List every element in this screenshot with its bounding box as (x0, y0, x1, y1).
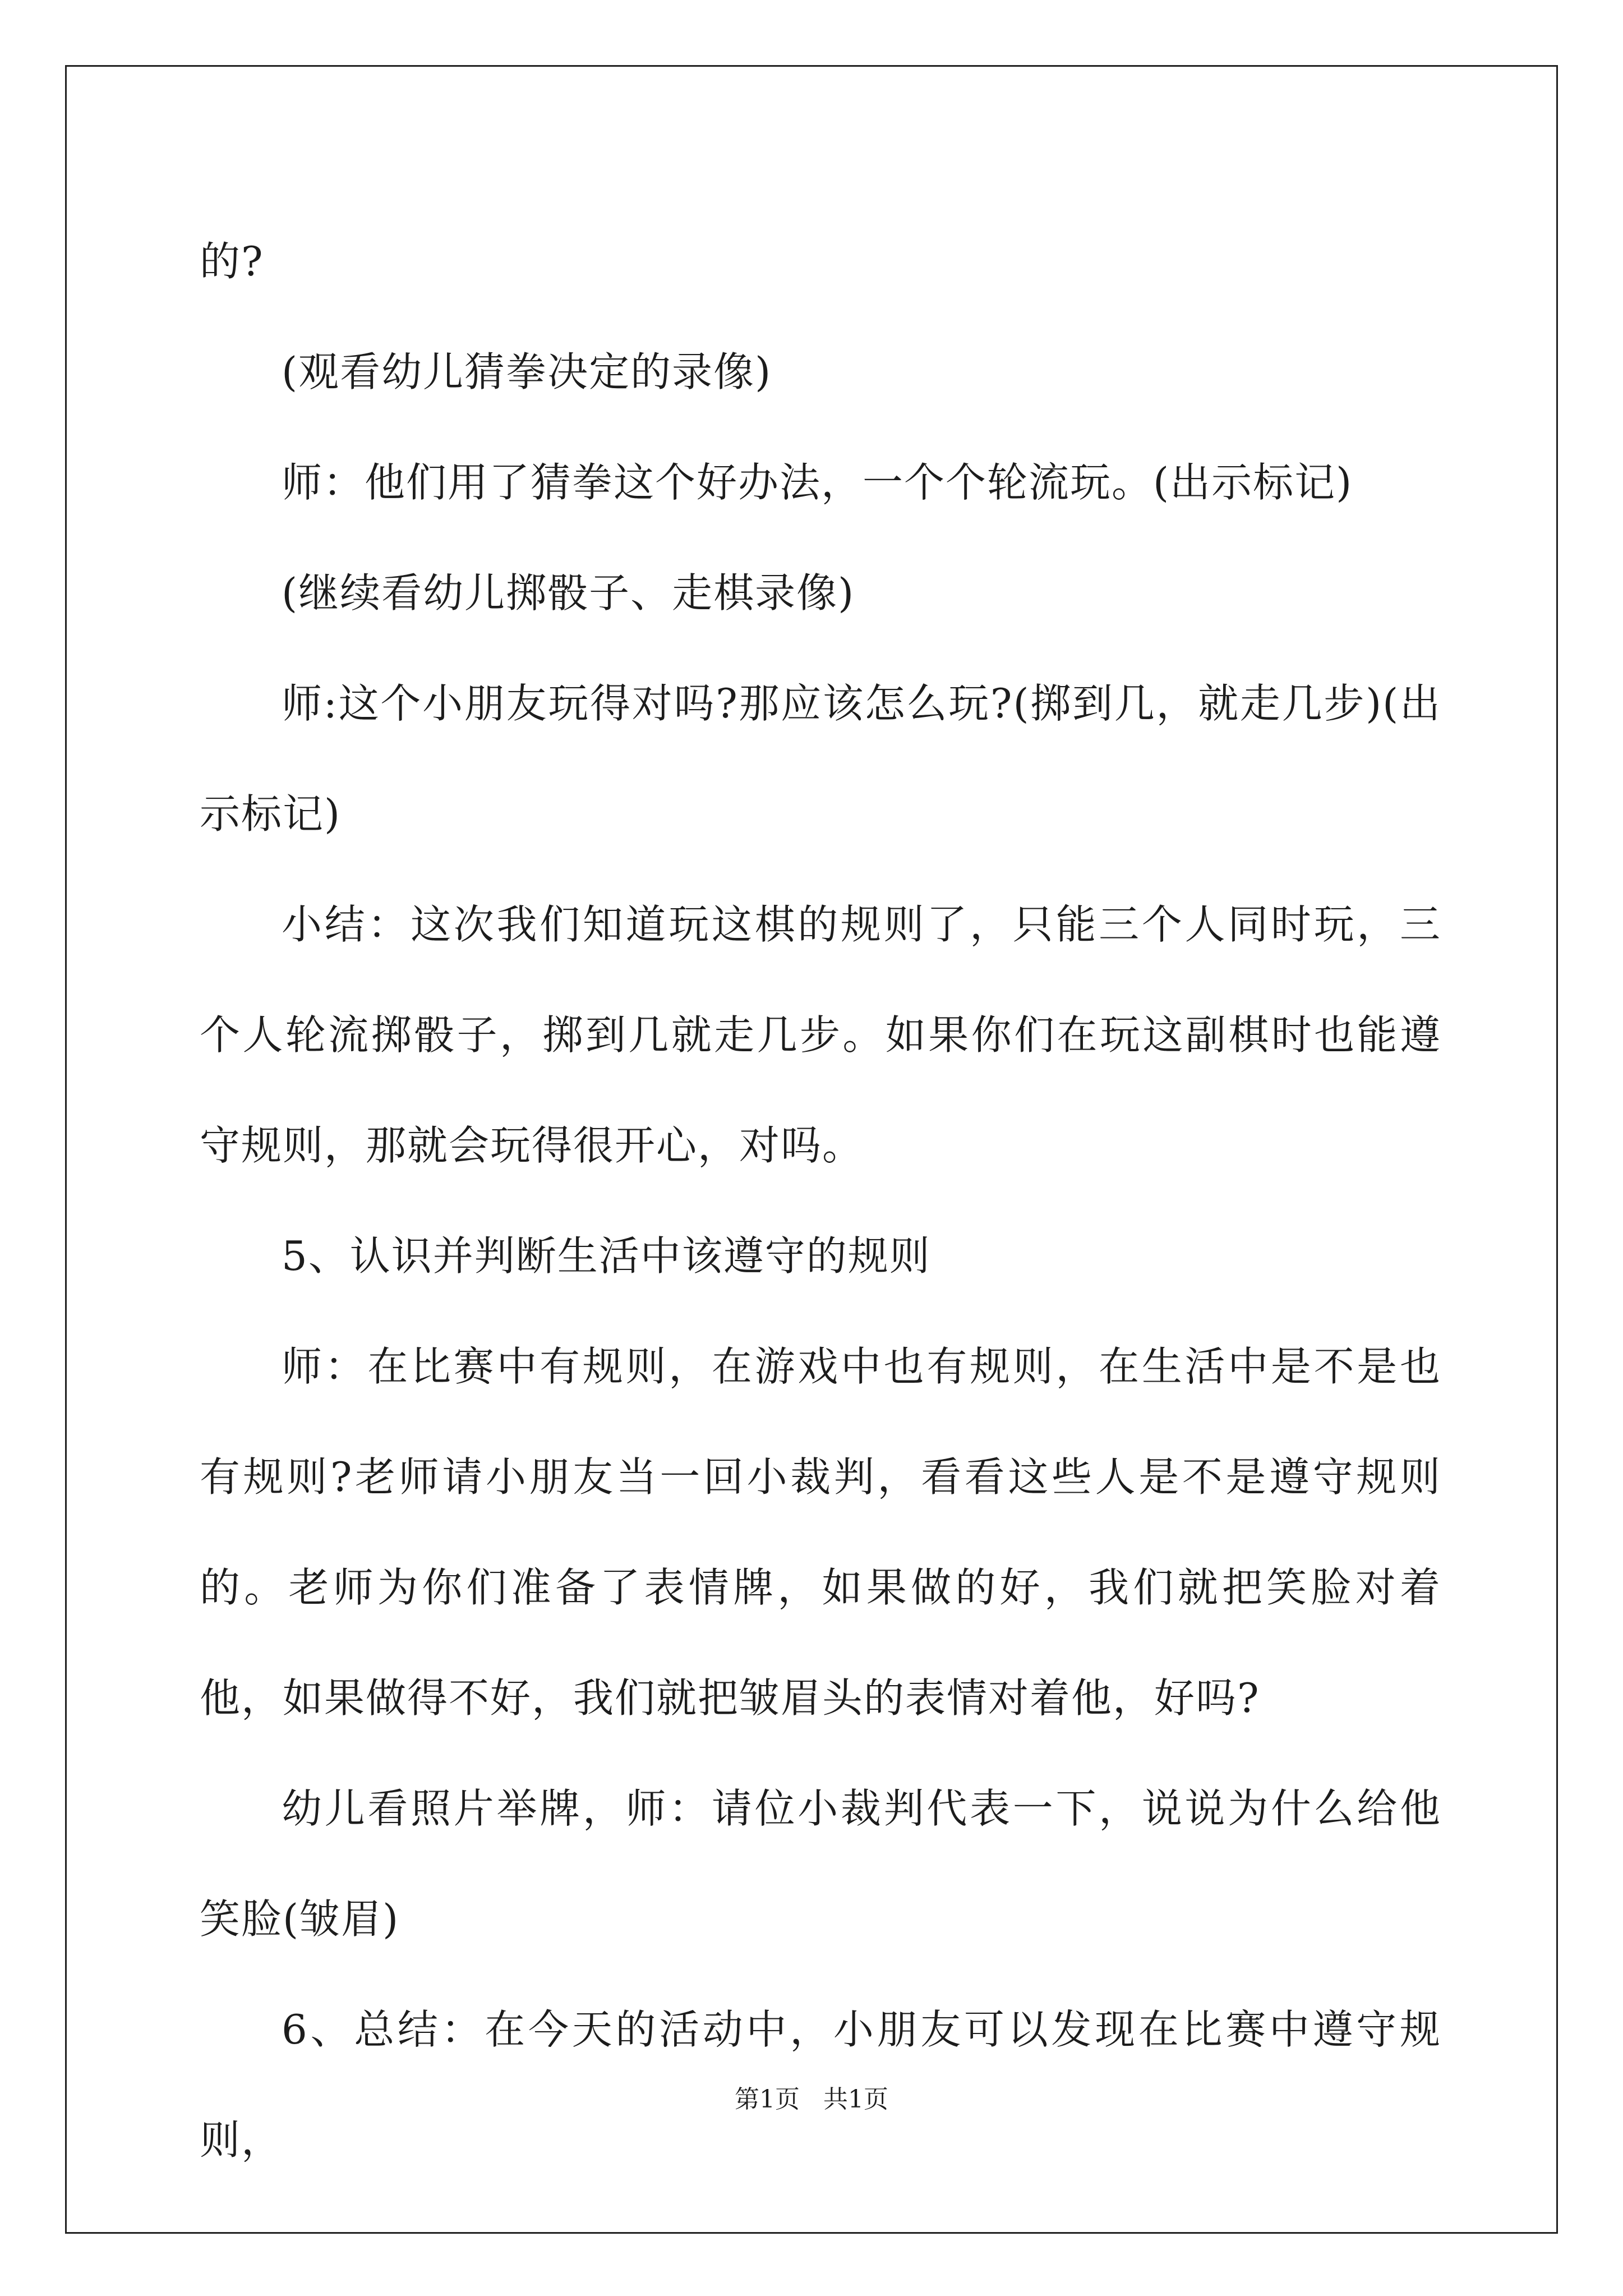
paragraph: 师：在比赛中有规则，在游戏中也有规则，在生活中是不是也有规则?老师请小朋友当一回小裁判，看看这些人是不是遵守规则的。老师为你们准备了表情牌，如果做的好，我们就把笑脸对着他，如果做得不好，我们就把皱眉头的表情对着他，好吗? (200, 1343, 1441, 1722)
section-heading: 6、总结：在今天的活动中，小朋友可以发现在比赛中遵守规则， (200, 2006, 1441, 2164)
paragraph: (继续看幼儿掷骰子、走棋录像) (282, 569, 855, 616)
paragraph: 小结：这次我们知道玩这棋的规则了，只能三个人同时玩，三个人轮流掷骰子，掷到几就走几步。如果你们在玩这副棋时也能遵守规则，那就会玩得很开心，对吗。 (200, 901, 1441, 1169)
document-body (200, 206, 1441, 2196)
page-number-footer: 第1页 共1页 (735, 2085, 888, 2114)
paragraph: (观看幼儿猜拳决定的录像) (282, 348, 772, 395)
paragraph: 幼儿看照片举牌，师：请位小裁判代表一下，说说为什么给他笑脸(皱眉) (200, 1785, 1441, 1943)
paragraph: 师:这个小朋友玩得对吗?那应该怎么玩?(掷到几，就走几步)(出示标记) (200, 680, 1441, 838)
paragraph: 的? (200, 238, 264, 285)
paragraph: 师：他们用了猜拳这个好办法，一个个轮流玩。(出示标记) (282, 459, 1353, 506)
section-heading: 5、认识并判断生活中该遵守的规则 (282, 1232, 931, 1280)
